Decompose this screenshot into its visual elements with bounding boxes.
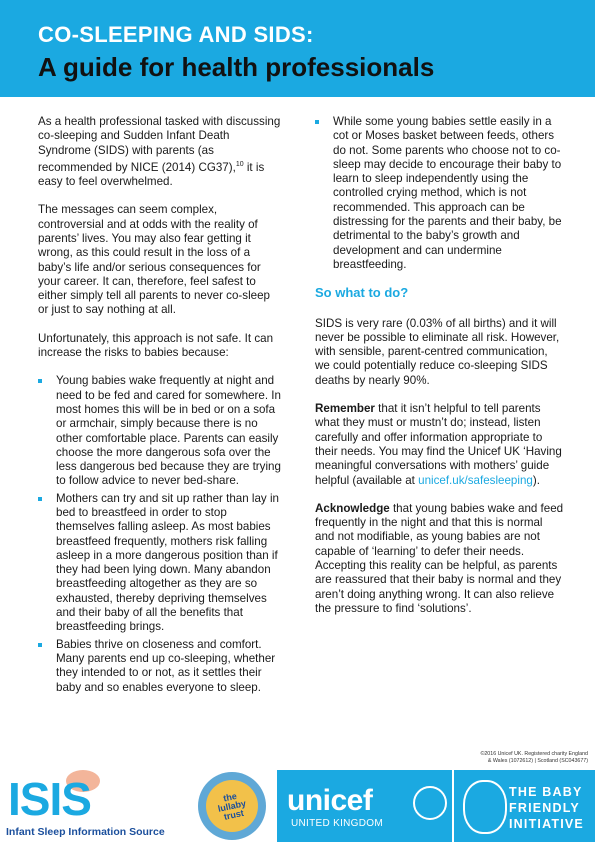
bullet-square-icon <box>38 643 42 647</box>
footer-logos <box>0 770 595 842</box>
unicef-country: UNITED KINGDOM <box>291 818 383 829</box>
acknowledge-paragraph: Acknowledge that young babies wake and feed frequently in the night and that this is normal and not modifiable, as young babies are not capable of ‘learning’ to defer their needs. Accepting this reality can be helpful, as parents are reassured that their baby is normal and they aren’t doing anything wrong. It can also relieve the pressure to find ‘solutions’. <box>315 501 564 615</box>
sids-rare-paragraph: SIDS is very rare (0.03% of all births) and it will never be possible to eliminate all risk. However, with sensible, parent-centred communication, we could potentially reduce co-sleeping SIDS deaths by nearly 90%. <box>315 316 560 387</box>
title-line-1: CO-SLEEPING AND SIDS: <box>38 22 314 47</box>
left-column <box>38 115 283 698</box>
bullet-square-icon <box>38 497 42 501</box>
unicef-bfi-logo <box>277 770 595 842</box>
messages-paragraph: The messages can seem complex, controversial and at odds with the reality of parents’ lives. You may also fear getting it wrong, as this could result in the loss of a baby’s life and/or serious consequences for your career. It can, therefore, feel safest to either simply tell all parents to never co-sleep or just to say nothing at all. <box>38 203 270 317</box>
intro-paragraph: As a health professional tasked with discussing co-sleeping and Sudden Infant Death Syndrome (SIDS) with parents (as recommended by NICE (2014) CG37),$^{10}$ it is easy to feel overwhelmed. <box>38 115 281 189</box>
list-item: Mothers can try and sit up rather than lay in bed to breastfeed in order to stop themselves falling asleep. As most babies breastfeed frequently, mothers risk falling asleep in a more dangerous position than if they had been lying down. Many abandon breastfeeding altogether as they are so exhausted, thereby depriving themselves and their baby of all the benefits that breastfeeding brings. <box>38 492 283 635</box>
remember-paragraph: Remember that it isn’t helpful to tell parents what they must or mustn’t do; instead, listen carefully and offer information appropriate to their needs. You may find the Unicef UK ‘Having meaningful conversations with mothers’ guide helpful (available at unicef.uk/safesleeping). <box>315 402 562 487</box>
header-banner <box>0 0 595 97</box>
logo-divider <box>452 770 454 842</box>
unsafe-paragraph: Unfortunately, this approach is not safe. It can increase the risks to babies because: <box>38 331 274 360</box>
mother-baby-icon <box>463 780 507 834</box>
right-column <box>315 115 565 630</box>
safesleeping-link[interactable]: unicef.uk/safesleeping <box>418 473 533 487</box>
title-line-2: A guide for health professionals <box>38 52 435 82</box>
list-item: Young babies wake frequently at night and need to be fed and cared for somewhere. In most homes this will be in bed or on a sofa or armchair, simply because there is no other comfortable place. Parents can easily choose the more dangerous sofa over the less dangerous bed because they are trying to follow advice to never bed-share. <box>38 374 283 488</box>
bullet-square-icon <box>315 120 319 124</box>
globe-icon <box>413 786 447 820</box>
isis-subtitle: Infant Sleep Information Source <box>6 826 165 838</box>
bullet-square-icon <box>38 379 42 383</box>
list-item: Babies thrive on closeness and comfort. Many parents end up co-sleeping, whether they intended to or not, as it settles their baby and so enables everyone to sleep. <box>38 638 283 695</box>
copyright-notice: ©2016 Unicef UK. Registered charity England & Wales (1072612) | Scotland (SC043677) <box>480 751 588 764</box>
section-subheading: So what to do? <box>315 285 409 301</box>
list-item: While some young babies settle easily in a cot or Moses basket between feeds, others do not. Some parents who choose not to co-sleep may decide to encourage their baby to learn to sleep independently using the controlled crying method, which is not recommended. This approach can be distressing for the parents and their baby, be detrimental to the baby’s growth and development and can undermine breastfeeding. <box>315 115 565 272</box>
isis-logo: ISIS Infant Sleep Information Source <box>6 770 191 842</box>
lullaby-trust-logo: the lullaby trust <box>198 772 266 840</box>
unicef-wordmark: unicef <box>287 784 373 817</box>
reference-superscript: 10 <box>235 160 244 168</box>
baby-friendly-initiative-text: THE BABY FRIENDLY INITIATIVE <box>509 785 584 831</box>
